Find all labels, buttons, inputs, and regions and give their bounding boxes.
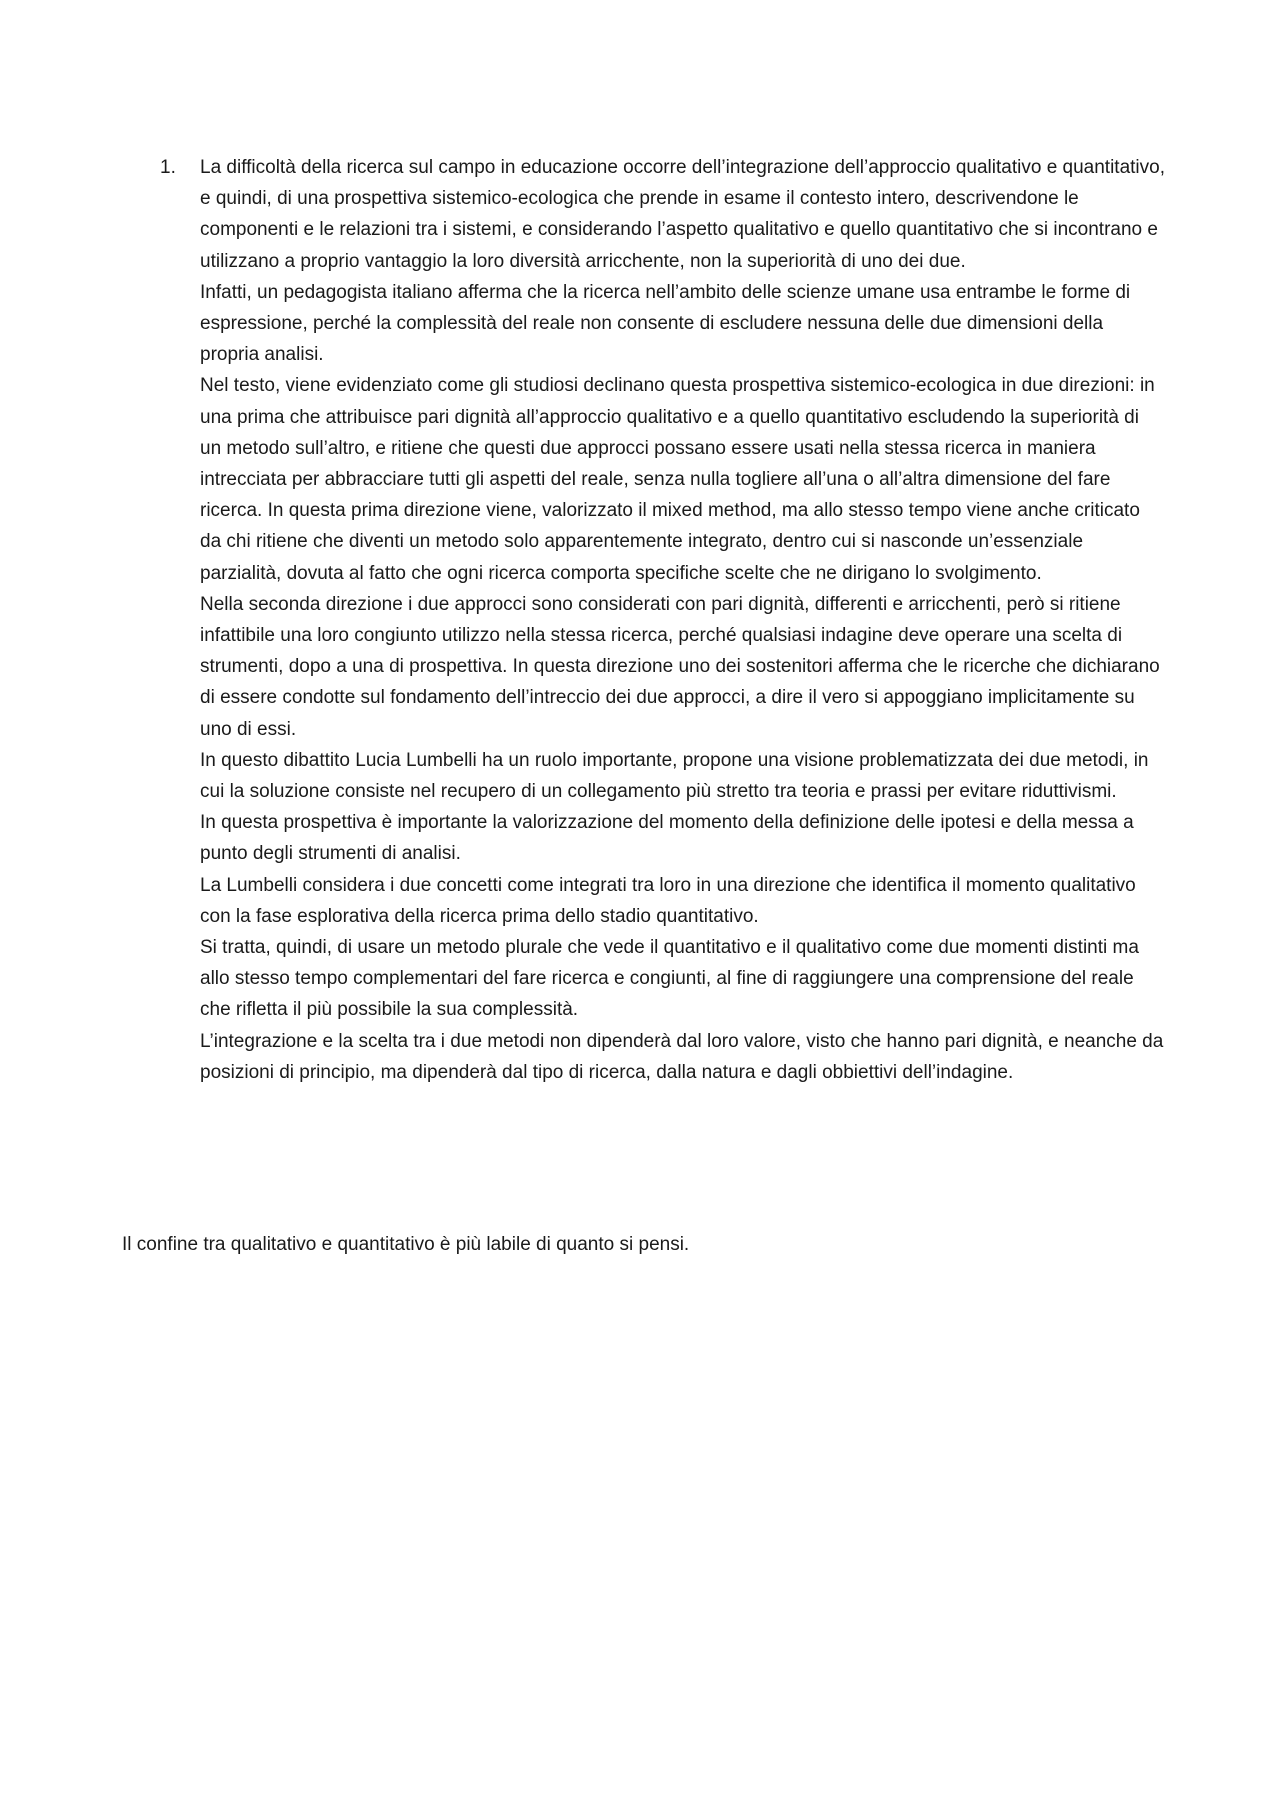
numbered-list-item [160,152,1165,1088]
paragraph-7: La Lumbelli considera i due concetti come integrati tra loro in una direzione che identifica il momento qualitativo con la fase esplorativa della ricerca prima dello stadio quantitativo. [200,874,1136,927]
paragraph-8: Si tratta, quindi, di usare un metodo plurale che vede il quantitativo e il qualitativo come due momenti distinti ma allo stesso tempo complementari del fare ricerca e congiunti, al fine di raggiungere una comprensione del reale che rifletta il più possibile la sua complessità. [200,937,1139,1021]
paragraph-9: L’integrazione e la scelta tra i due metodi non dipenderà dal loro valore, visto che hanno pari dignità, e neanche da posizioni di principio, ma dipenderà dal tipo di ricerca, dalla natura e dagli obbiettivi dell’indagine. [200,1030,1164,1083]
list-item-body [200,152,1165,1088]
paragraph-5: In questo dibattito Lucia Lumbelli ha un ruolo importante, propone una visione problematizzata dei due metodi, in cui la soluzione consiste nel recupero di un collegamento più stretto tra teoria e prassi per evitare riduttivismi. [200,749,1149,803]
list-number: 1. [160,157,176,178]
paragraph-2: Infatti, un pedagogista italiano afferma che la ricerca nell’ambito delle scienze umane usa entrambe le forme di espressione, perché la complessità del reale non consente di escludere nessuna delle due dimensioni della propria analisi. [200,281,1131,366]
paragraph-6: In questa prospettiva è importante la valorizzazione del momento della definizione delle ipotesi e della messa a punto degli strumenti di analisi. [200,812,1134,865]
closing-paragraph: Il confine tra qualitativo e quantitativo è più labile di quanto si pensi. [122,1234,690,1255]
paragraph-4: Nella seconda direzione i due approcci sono considerati con pari dignità, differenti e arricchenti, però si ritiene infattibile una loro congiunto utilizzo nella stessa ricerca, perché qualsiasi indagine deve operare una scelta di strumenti, dopo a una di prospettiva. In questa direzione uno dei sostenitori afferma che le ricerche che dichiarano di essere condotte sul fondamento dell’intreccio dei due approcci, a dire il vero si appoggiano implicitamente su uno di essi. [200,593,1160,740]
paragraph-3: Nel testo, viene evidenziato come gli studiosi declinano questa prospettiva sistemico-ecologica in due direzioni: in una prima che attribuisce pari dignità all’approccio qualitativo e a quello quantitativo escludendo la superiorità di un metodo sull’altro, e ritiene che questi due approcci possano essere usati nella stessa ricerca in maniera intrecciata per abbracciare tutti gli aspetti del reale, senza nulla togliere all’una o all’altra dimensione del fare ricerca. In questa prima direzione viene, valorizzato il mixed method, ma allo stesso tempo viene anche criticato da chi ritiene che diventi un metodo solo apparentemente integrato, dentro cui si nasconde un’essenziale parzialità, dovuta al fatto che ogni ricerca comporta specifiche scelte che ne dirigano lo svolgimento. [200,375,1155,584]
paragraph-1: La difficoltà della ricerca sul campo in educazione occorre dell’integrazione dell’approccio qualitativo e quantitativo, e quindi, di una prospettiva sistemico-ecologica che prende in esame il contesto intero, descrivendone le componenti e le relazioni tra i sistemi, e considerando l’aspetto qualitativo e quello quantitativo che si incontrano e utilizzano a proprio vantaggio la loro diversità arricchente, non la superiorità di uno dei due. [200,157,1165,272]
